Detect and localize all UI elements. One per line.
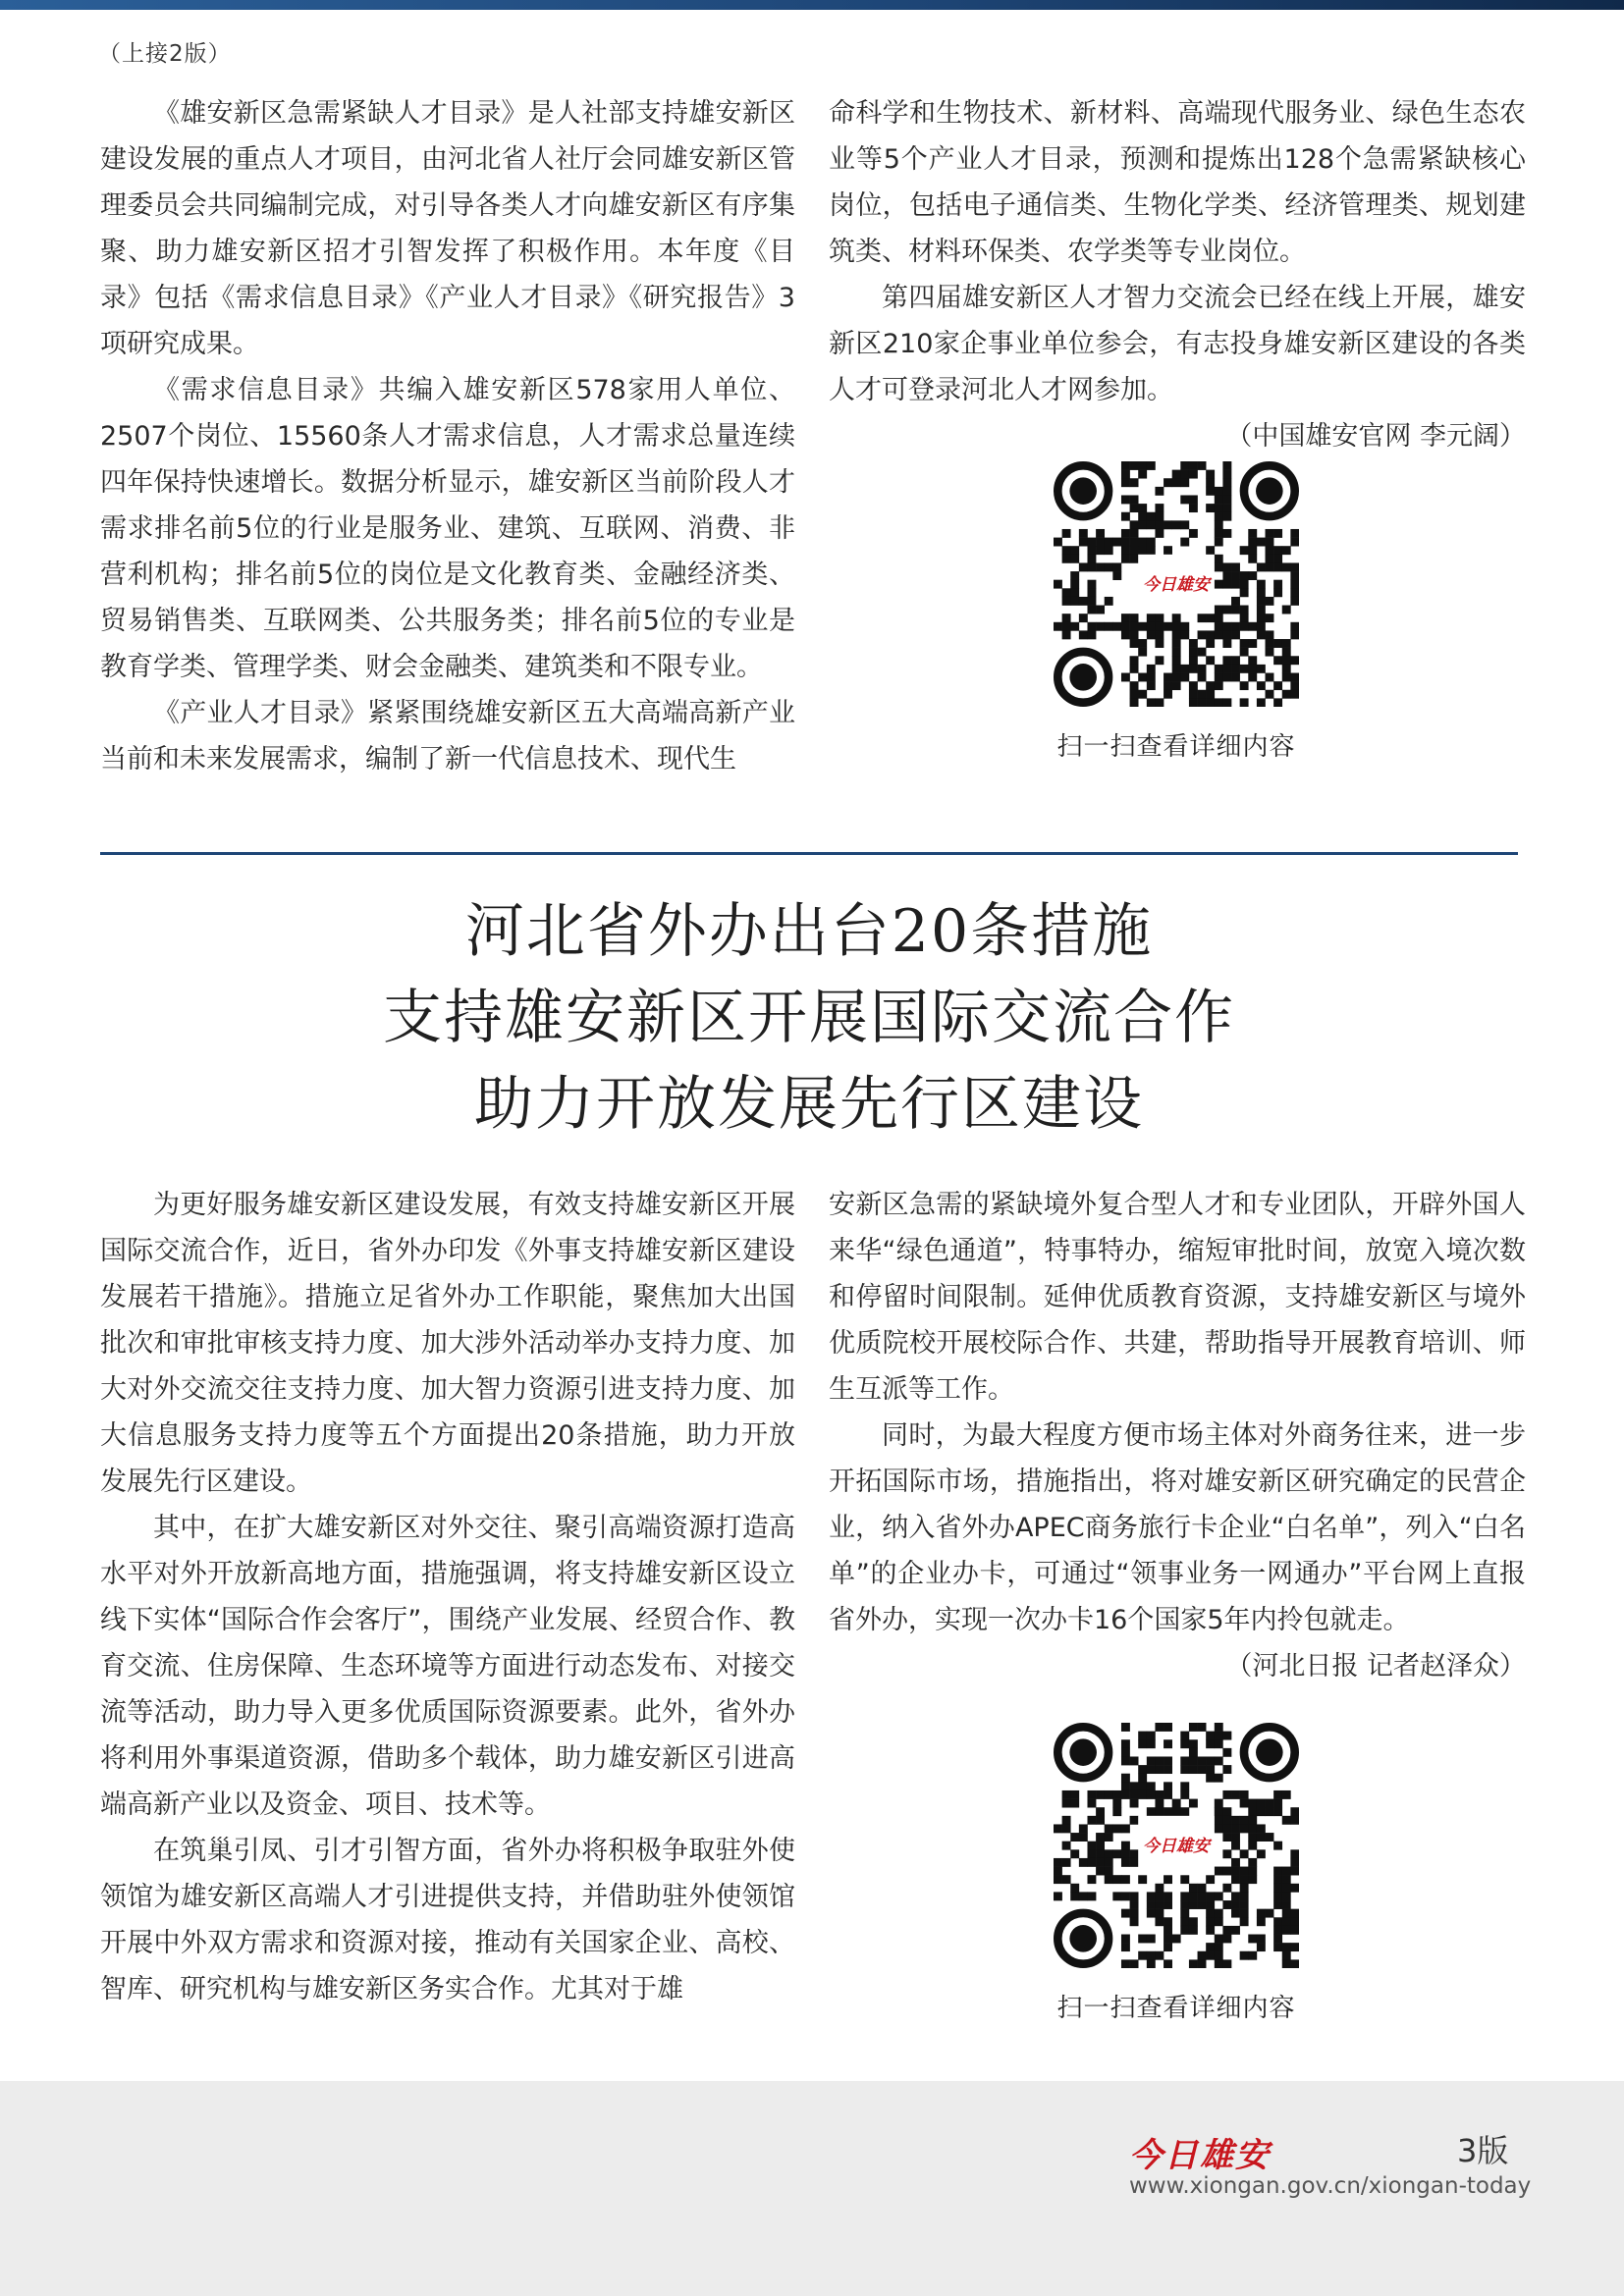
qr-center-logo: 今日雄安 [1143,1837,1210,1856]
headline-line-1: 河北省外办出台20条措施 [464,897,1154,966]
bottom-article-paragraph: 安新区急需的紧缺境外复合型人才和专业团队，开辟外国人来华“绿色通道”，特事特办，缩短审批时间，放宽入境次数和停留时间限制。延伸优质教育资源，支持雄安新区与境外优质院校开展校际合作、共建，帮助指导开展教育培训、师生互派等工作。 [829,1190,1526,1405]
top-article-paragraph: 《产业人才目录》紧紧围绕雄安新区五大高端高新产业当前和未来发展需求，编制了新一代信息技术、现代生 [100,698,795,774]
article-headline [100,888,1518,1148]
top-article-paragraph: 第四届雄安新区人才智力交流会已经在线上开展，雄安新区210家企事业单位参会，有志投身雄安新区建设的各类人才可登录河北人才网参加。 [829,283,1526,405]
bottom-article-column-1 [100,1182,795,2012]
top-color-bar [0,0,1624,10]
qr-caption: 扫一扫查看详细内容 [1056,732,1296,762]
page-number: 3版 [1457,2132,1509,2169]
qr-code-icon[interactable] [1054,1723,1299,1968]
bottom-article-credit: （河北日报 记者赵泽众） [1225,1651,1526,1682]
newspaper-logo: 今日雄安 [1129,2136,1271,2175]
top-article-column-1 [100,90,795,782]
bottom-article-column-2 [829,1182,1526,1689]
bottom-article-paragraph: 同时，为最大程度方便市场主体对外商务往来，进一步开拓国际市场，措施指出，将对雄安新区研究确定的民营企业，纳入省外办APEC商务旅行卡企业“白名单”，列入“白名单”的企业办卡，可通过“领事业务一网通办”平台网上直报省外办，实现一次办卡16个国家5年内拎包就走。 [829,1420,1526,1635]
top-article-paragraph: 命科学和生物技术、新材料、高端现代服务业、绿色生态农业等5个产业人才目录，预测和提炼出128个急需紧缺核心岗位，包括电子通信类、生物化学类、经济管理类、规划建筑类、材料环保类、农学类等专业岗位。 [829,98,1526,267]
qr-code-icon[interactable] [1054,461,1299,707]
continuation-note: （上接2版） [98,41,232,67]
section-divider [100,852,1518,855]
qr-code-block-top[interactable] [1029,461,1324,763]
qr-caption: 扫一扫查看详细内容 [1056,1994,1296,2023]
website-url[interactable]: www.xiongan.gov.cn/xiongan-today [1129,2173,1532,2199]
qr-code-block-bottom[interactable] [1029,1723,1324,2024]
top-article-paragraph: 《雄安新区急需紧缺人才目录》是人社部支持雄安新区建设发展的重点人才项目，由河北省人社厅会同雄安新区管理委员会共同编制完成，对引导各类人才向雄安新区有序集聚、助力雄安新区招才引智发挥了积极作用。本年度《目录》包括《需求信息目录》《产业人才目录》《研究报告》3项研究成果。 [100,98,795,359]
top-article-column-2 [829,90,1526,459]
bottom-article-paragraph: 为更好服务雄安新区建设发展，有效支持雄安新区开展国际交流合作，近日，省外办印发《外事支持雄安新区建设发展若干措施》。措施立足省外办工作职能，聚焦加大出国批次和审批审核支持力度、加大涉外活动举办支持力度、加大对外交流交往支持力度、加大智力资源引进支持力度、加大信息服务支持力度等五个方面提出20条措施，助力开放发展先行区建设。 [100,1190,795,1497]
top-article-credit: （中国雄安官网 李元阔） [1225,421,1526,452]
bottom-article-paragraph: 其中，在扩大雄安新区对外交往、聚引高端资源打造高水平对外开放新高地方面，措施强调，将支持雄安新区设立线下实体“国际合作会客厅”，围绕产业发展、经贸合作、教育交流、住房保障、生态环境等方面进行动态发布、对接交流等活动，助力导入更多优质国际资源要素。此外，省外办将利用外事渠道资源，借助多个载体，助力雄安新区引进高端高新产业以及资金、项目、技术等。 [100,1513,795,1820]
headline-line-2: 支持雄安新区开展国际交流合作 [383,984,1235,1052]
bottom-article-paragraph: 在筑巢引凤、引才引智方面，省外办将积极争取驻外使领馆为雄安新区高端人才引进提供支持，并借助驻外使领馆开展中外双方需求和资源对接，推动有关国家企业、高校、智库、研究机构与雄安新区务实合作。尤其对于雄 [100,1836,795,2004]
headline-line-3: 助力开放发展先行区建设 [474,1070,1144,1139]
qr-center-logo: 今日雄安 [1143,575,1210,595]
top-article-paragraph: 《需求信息目录》共编入雄安新区578家用人单位、2507个岗位、15560条人才需求信息，人才需求总量连续四年保持快速增长。数据分析显示，雄安新区当前阶段人才需求排名前5位的行业是服务业、建筑、互联网、消费、非营利机构；排名前5位的岗位是文化教育类、金融经济类、贸易销售类、互联网类、公共服务类；排名前5位的专业是教育学类、管理学类、财会金融类、建筑类和不限专业。 [100,375,795,682]
